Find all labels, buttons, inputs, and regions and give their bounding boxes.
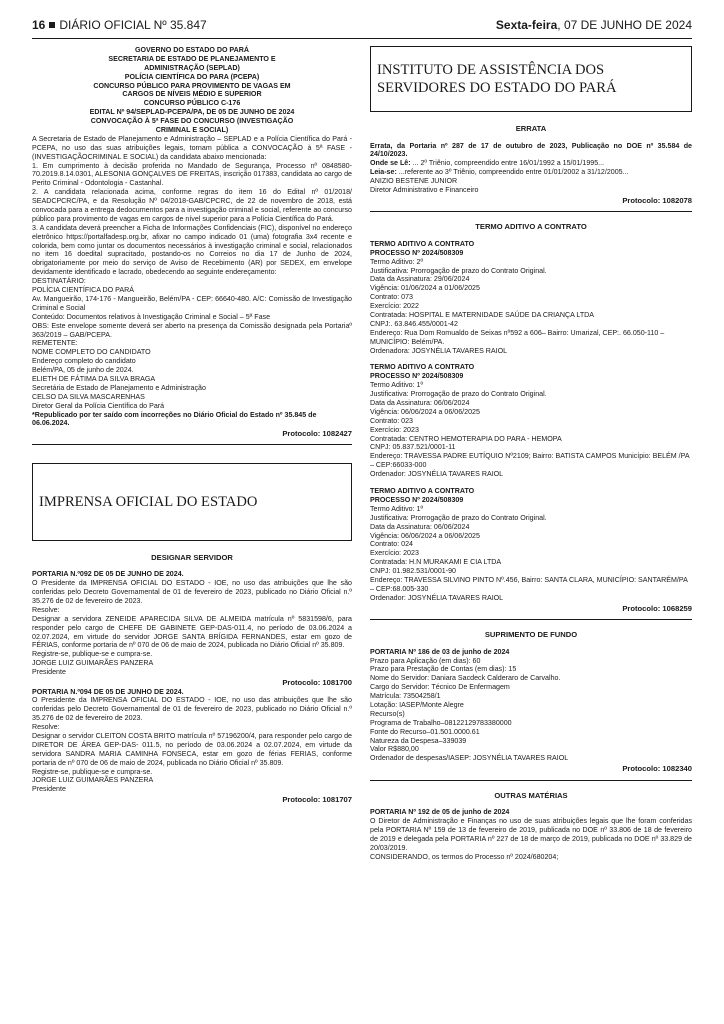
termo-line: Justificativa: Prorrogação de prazo do Contrato Original.	[370, 513, 547, 522]
square-bullet-icon	[49, 22, 55, 28]
portaria-register: Registre-se, publique-se e cumpra-se.	[32, 767, 153, 776]
suprimento-line: Nome do Servidor: Daniara Sacdeck Calderaro de Carvalho.	[370, 674, 561, 683]
seplad-item-3: 3. A candidata deverá preencher a Ficha de Informações Confidenciais (FIC), disponível no endereço eletrônico https://portalfadesp.org.br, afixar no campo indicado 01 (uma) fotografia 3x4 recente e colorida, bem como juntar os documentos necessários à investigação criminal e social, relacionados no item 16 doedital supracitado, postando-os no Correios no dia 17 de Junho de 2024, obrigatoriamente por meio do serviço de Aviso de Recebimento (AR) por SEDEX, em envelope devidamente identificado e lacrado, obedecendo ao seguinte endereçamento:	[32, 223, 352, 277]
termo-line: Vigência: 01/06/2024 a 01/06/2025	[370, 284, 480, 293]
protocol-number: Protocolo: 1082078	[622, 195, 692, 205]
dest-address: Av. Mangueirão, 174-176 - Mangueirão, Belém/PA - CEP: 66640-480. A/C: Comissão de Investigação Criminal e Social	[32, 294, 352, 312]
section-title: ERRATA	[515, 124, 547, 133]
termo-line: Data da Assinatura: 06/06/2024	[370, 399, 470, 408]
seplad-title-line: CONCURSO PÚBLICO PARA PROVIMENTO DE VAGAS EM	[93, 81, 291, 90]
org-header-imprensa	[32, 463, 352, 541]
seplad-title-line: POLÍCIA CIENTÍFICA DO PARA (PCEPA)	[124, 72, 260, 81]
seplad-title-line: GOVERNO DO ESTADO DO PARÁ	[134, 46, 250, 54]
termo-line: Vigência: 06/06/2024 a 06/06/2025	[370, 531, 480, 540]
termo-line: Data da Assinatura: 29/06/2024	[370, 275, 470, 284]
org-name: IMPRENSA OFICIAL DO ESTADO	[39, 493, 258, 510]
suprimento-line: Prazo para Prestação de Contas (em dias): 15	[370, 665, 517, 674]
errata-leia-label: Leia-se:	[370, 168, 397, 177]
right-column	[370, 46, 692, 862]
termo-block	[370, 487, 692, 613]
termo-line: Data da Assinatura: 06/06/2024	[370, 522, 470, 531]
portaria-intro: O Presidente da IMPRENSA OFICIAL DO ESTADO - IOE, no uso das atribuições que lhe são conferidas pelo Decreto Governamental de 01 de fevereiro de 2023, publicado no Diário Oficial n.º 35.276 de 02 de fevereiro de 2023.	[32, 696, 352, 723]
signer-name: ELIETH DE FÁTIMA DA SILVA BRAGA	[32, 374, 156, 383]
seplad-title-line: CRIMINAL E SOCIAL)	[155, 126, 229, 135]
termo-line: Ordenadora: JOSYNÉLIA TAVARES RAIOL	[370, 346, 508, 355]
org-name: INSTITUTO DE ASSISTÊNCIA DOS SERVIDORES DO ESTADO DO PARÁ	[377, 62, 617, 97]
remetente-name: NOME COMPLETO DO CANDIDATO	[32, 348, 151, 357]
section-title: SUPRIMENTO DE FUNDO	[484, 630, 578, 640]
spacer	[370, 355, 692, 363]
termo-process: PROCESSO Nº 2024/508309	[370, 495, 464, 504]
section-title: DESIGNAR SERVIDOR	[151, 552, 233, 562]
outras-title: PORTARIA Nº 192 de 05 de junho de 2024	[370, 808, 510, 817]
envelope-content: Conteúdo: Documentos relativos à Investigação Criminal e Social – 5ª Fase	[32, 312, 271, 321]
seplad-item-2: 2. A candidata relacionada acima, conforme regras do item 16 do Edital nº 01/2018/ SEADCPCRC/PA, e da Resolução Nº 04/2018-GAB/CPCRC, de 22 de novembro de 2018, está convocada para a entrega dedocumentos para a investigação criminal e social, referente ao concurso público para provimento de vagas em cargos de nível superior para a Polícia Científica do Pará.	[32, 188, 352, 223]
remetente-label: REMETENTE:	[32, 339, 78, 348]
termo-line: CNPJ: 05.837.521/0001-11	[370, 443, 456, 452]
errata-onde	[370, 159, 692, 168]
termo-line: CNPJ:. 63.846.455/0001-42	[370, 319, 458, 328]
termo-line: Justificativa: Prorrogação de prazo do Contrato Original.	[370, 390, 547, 399]
section-divider	[370, 211, 692, 212]
termo-line: Exercício: 2022	[370, 302, 419, 311]
seplad-title-line: CONVOCAÇÃO À 5ª FASE DO CONCURSO (INVESTIGAÇÃO	[90, 117, 294, 126]
termo-line: Contrato: 073	[370, 293, 413, 302]
suprimento-line: Natureza da Despesa–339039	[370, 736, 467, 745]
errata-leia	[370, 168, 692, 177]
suprimento-title: PORTARIA Nº 186 de 03 de junho de 2024	[370, 647, 510, 656]
termo-line: Exercício: 2023	[370, 425, 419, 434]
outras-body: O Diretor de Administração e Finanças no uso de suas atribuições legais que lhe foram conferidas pela PORTARIA Nº 159 de 13 de fevereiro de 2019, publicada no DOE nº 33.806 de 18 de fevereiro de 2019 e delegada pela PORTARIA nº 227 de 18 de março de 2019, publicada no DOE nº 33.829 de 20/03/2019.	[370, 817, 692, 852]
termo-line: Contratada: HOSPITAL E MATERNIDADE SAÚDE DA CRIANÇA LTDA	[370, 311, 595, 320]
page-number: 16	[32, 18, 46, 32]
protocol-number: Protocolo: 1081707	[282, 795, 352, 805]
page-header	[32, 18, 692, 39]
termo-title: TERMO ADITIVO A CONTRATO	[370, 239, 475, 248]
seplad-title-line: EDITAL Nº 94/SEPLAD-PCEPA/PA, DE 05 DE JUNHO DE 2024	[89, 108, 295, 117]
portaria-resolve: Resolve:	[32, 723, 60, 732]
section-divider	[370, 780, 692, 781]
termo-process: PROCESSO Nº 2024/508309	[370, 372, 464, 381]
place-date: Belém/PA, 05 de junho de 2024.	[32, 366, 134, 375]
termo-block	[370, 363, 692, 479]
termo-title: TERMO ADITIVO A CONTRATO	[370, 363, 475, 372]
portaria-title: PORTARIA N.º092 DE 05 DE JUNHO DE 2024.	[32, 570, 184, 579]
header-weekday: Sexta-feira	[495, 18, 558, 32]
suprimento-line: Valor R$880,00	[370, 745, 419, 754]
suprimento-line: Cargo do Servidor: Técnico De Enfermagem	[370, 683, 510, 692]
termo-line: CNPJ: 01.982.531/0001-90	[370, 567, 456, 576]
republished-note: *Republicado por ter saído com incorreções no Diário Oficial do Estado nº 35.845 de 06.06.2024.	[32, 410, 317, 428]
remetente-address: Endereço completo do candidato	[32, 357, 136, 366]
termo-title: TERMO ADITIVO A CONTRATO	[370, 487, 475, 496]
signer-name: JORGE LUIZ GUIMARÃES PANZERA	[32, 776, 154, 785]
section-title: TERMO ADITIVO A CONTRATO	[475, 222, 587, 232]
seplad-intro: A Secretaria de Estado de Planejamento e Administração – SEPLAD e a Polícia Científica do Pará - PCEPA, no uso das suas atribuições legais, tornam pública a CONVOCAÇÃO à 5ª FASE - (INVESTIGAÇÃOCRIMINAL E SOCIAL) da candidata abaixo mencionada:	[32, 134, 352, 161]
errata-onde-text: ... 2º Triênio, compreendido entre 16/01/1992 a 15/01/1995...	[410, 159, 605, 168]
suprimento-line: Lotação: IASEP/Monte Alegre	[370, 701, 464, 709]
portaria-register: Registre-se, publique-se e cumpra-se.	[32, 650, 153, 659]
spacer	[370, 479, 692, 487]
newspaper-title: DIÁRIO OFICIAL Nº 35.847	[59, 18, 207, 32]
dest-label: DESTINATÁRIO:	[32, 277, 86, 286]
seplad-title-line: CARGOS DE NÍVEIS MÉDIO E SUPERIOR	[122, 90, 262, 99]
org-header-iasep	[370, 46, 692, 112]
signer-name: CELSO DA SILVA MASCARENHAS	[32, 392, 145, 401]
dest-name: POLÍCIA CIENTÍFICA DO PARÁ	[32, 286, 134, 295]
portaria-resolve: Resolve:	[32, 605, 60, 614]
termo-line: Contrato: 024	[370, 540, 413, 549]
envelope-obs: OBS: Este envelope somente deverá ser aberto na presença da Comissão designada pela Portariaº 363/2019 – GAB/PCEPA.	[32, 321, 352, 339]
errata-onde-label: Onde se Lê:	[370, 159, 411, 168]
termo-process: PROCESSO Nº 2024/508309	[370, 248, 464, 257]
termo-line: Contratada: CENTRO HEMOTERAPIA DO PARA - HEMOPA	[370, 434, 562, 443]
signer-name: JORGE LUIZ GUIMARÃES PANZERA	[32, 659, 154, 668]
signer-role: Presidente	[32, 785, 66, 794]
header-date-text: , 07 DE JUNHO DE 2024	[557, 18, 692, 32]
termo-line: Exercício: 2023	[370, 549, 419, 558]
errata-title: Errata, da Portaria nº 287 de 17 de outubro de 2023, Publicação no DOE nº 35.584 de 24/10/2023.	[370, 141, 692, 159]
portaria-body: Designar a servidora ZENEIDE APARECIDA SILVA DE ALMEIDA matrícula nº 5831598/6, para responder pelo cargo de CHEFE DE GABINETE GEP-DAS-011.4, no período de 03.06.2024 a 02.07.2024, em virtude do servidor JORGE SANTA BRÍGIDA FERNANDES, estar em gozo de FÉRIAS, conforme portaria de nº 070 de 06 de maio de 2024, publicada no Diário Oficial nº 35.809.	[32, 614, 352, 650]
signer-role: Presidente	[32, 668, 66, 677]
header-date	[496, 18, 692, 32]
portaria-intro: O Presidente da IMPRENSA OFICIAL DO ESTADO - IOE, no uso das atribuições que lhe são conferidas pelo Decreto Governamental de 01 de fevereiro de 2023, publicado no Diário Oficial n.º 35.276 de 02 de fevereiro de 2023.	[32, 579, 352, 605]
section-title: OUTRAS MATÉRIAS	[494, 790, 568, 800]
protocol-number: Protocolo: 1082340	[622, 764, 692, 774]
termo-line: Vigência: 06/06/2024 a 06/06/2025	[370, 407, 480, 416]
suprimento-line: Fonte do Recurso–01.501.0000.61	[370, 727, 480, 736]
seplad-title-line: CONCURSO PÚBLICO C-176	[143, 99, 241, 108]
termo-line: Termo Aditivo: 2º	[370, 257, 424, 266]
outras-last: CONSIDERANDO, os termos do Processo nº 2024/680204;	[370, 852, 559, 861]
termo-line: Termo Aditivo: 1º	[370, 504, 424, 513]
termo-line: Contrato: 023	[370, 416, 413, 425]
suprimento-line: Matrícula: 73504258/1	[370, 692, 441, 701]
errata-leia-text: ...referente ao 3º Triênio, compreendido entre 01/01/2002 a 31/12/2005...	[396, 168, 629, 177]
section-divider	[32, 444, 352, 445]
signer-role: Diretor Geral da Polícia Científica do Pará	[32, 401, 165, 410]
signer-role: Diretor Administrativo e Financeiro	[370, 185, 479, 194]
left-column	[32, 46, 352, 805]
termo-line: Contratada: H.N MURAKAMI E CIA LTDA	[370, 558, 502, 567]
seplad-item-1: 1. Em cumprimento à decisão proferida no Mandado de Segurança, Processo nº 0848580-70.2019.8.14.0301, ALESONIA GONÇALVES DE FREITAS, inscrição 017383, candidata ao cargo de Perito Criminal - Odontologia - Castanhal.	[32, 161, 352, 188]
seplad-title-block	[32, 46, 352, 135]
suprimento-line: Programa de Trabalho–08122129783380000	[370, 718, 512, 727]
signer-role: Secretária de Estado de Planejamento e Administração	[32, 383, 206, 392]
portaria-body: Designar o servidor CLEITON COSTA BRITO matrícula nº 57196200/4, para responder pelo cargo de DIRETOR DE ÁREA GEP-DAS- 011.5, no período de 03.06.2024 a 02.07.2024, em virtude da servidora SANDRA MARIA CAMINHA FONSECA, estar em gozo de férias FERIAS, conforme portaria de nº 070 de 06 de maio de 2024, publicada no Diário Oficial nº 35.809.	[32, 731, 352, 767]
protocol-number: Protocolo: 1068259	[622, 603, 692, 613]
termo-block	[370, 240, 692, 356]
protocol-number: Protocolo: 1082427	[282, 429, 352, 439]
termo-line: Termo Aditivo: 1º	[370, 381, 424, 390]
suprimento-line: Ordenador de despesas/IASEP: JOSYNÉLIA TAVARES RAIOL	[370, 754, 569, 763]
seplad-title-line: SECRETARIA DE ESTADO DE PLANEJAMENTO E	[108, 54, 276, 63]
signer-name: ANIZIO BESTENE JUNIOR	[370, 177, 458, 186]
seplad-title-line: ADMINISTRAÇÃO (SEPLAD)	[144, 63, 240, 72]
suprimento-line: Prazo para Aplicação (em dias): 60	[370, 656, 481, 665]
termo-line: Endereço: TRAVESSA SILVINO PINTO Nº.456, Bairro: SANTA CLARA, MUNICÍPIO: SANTARÉM/PA – CEP:68.005-330	[370, 575, 688, 593]
section-divider	[370, 619, 692, 620]
termo-line: Ordenador: JOSYNÉLIA TAVARES RAIOL	[370, 470, 504, 479]
portaria-title: PORTARIA N.º094 DE 05 DE JUNHO DE 2024.	[32, 687, 184, 696]
suprimento-line: Recurso(s)	[370, 709, 405, 718]
termo-line: Justificativa: Prorrogação de prazo do Contrato Original.	[370, 266, 547, 275]
termo-line: Ordenador: JOSYNÉLIA TAVARES RAIOL	[370, 593, 504, 602]
termo-line: Endereço: TRAVESSA PADRE EUTÍQUIO Nº2109; Bairro: BATISTA CAMPOS Município: BELÉM /PA – CEP:66033-000	[370, 452, 690, 470]
termo-line: Endereço: Rua Dom Romualdo de Seixas nº592 a 606– Bairro: Umarizal, CEP:. 66.050-110 – MUNICÍPIO: Belém/PA.	[370, 328, 665, 346]
protocol-number: Protocolo: 1081700	[282, 678, 352, 688]
